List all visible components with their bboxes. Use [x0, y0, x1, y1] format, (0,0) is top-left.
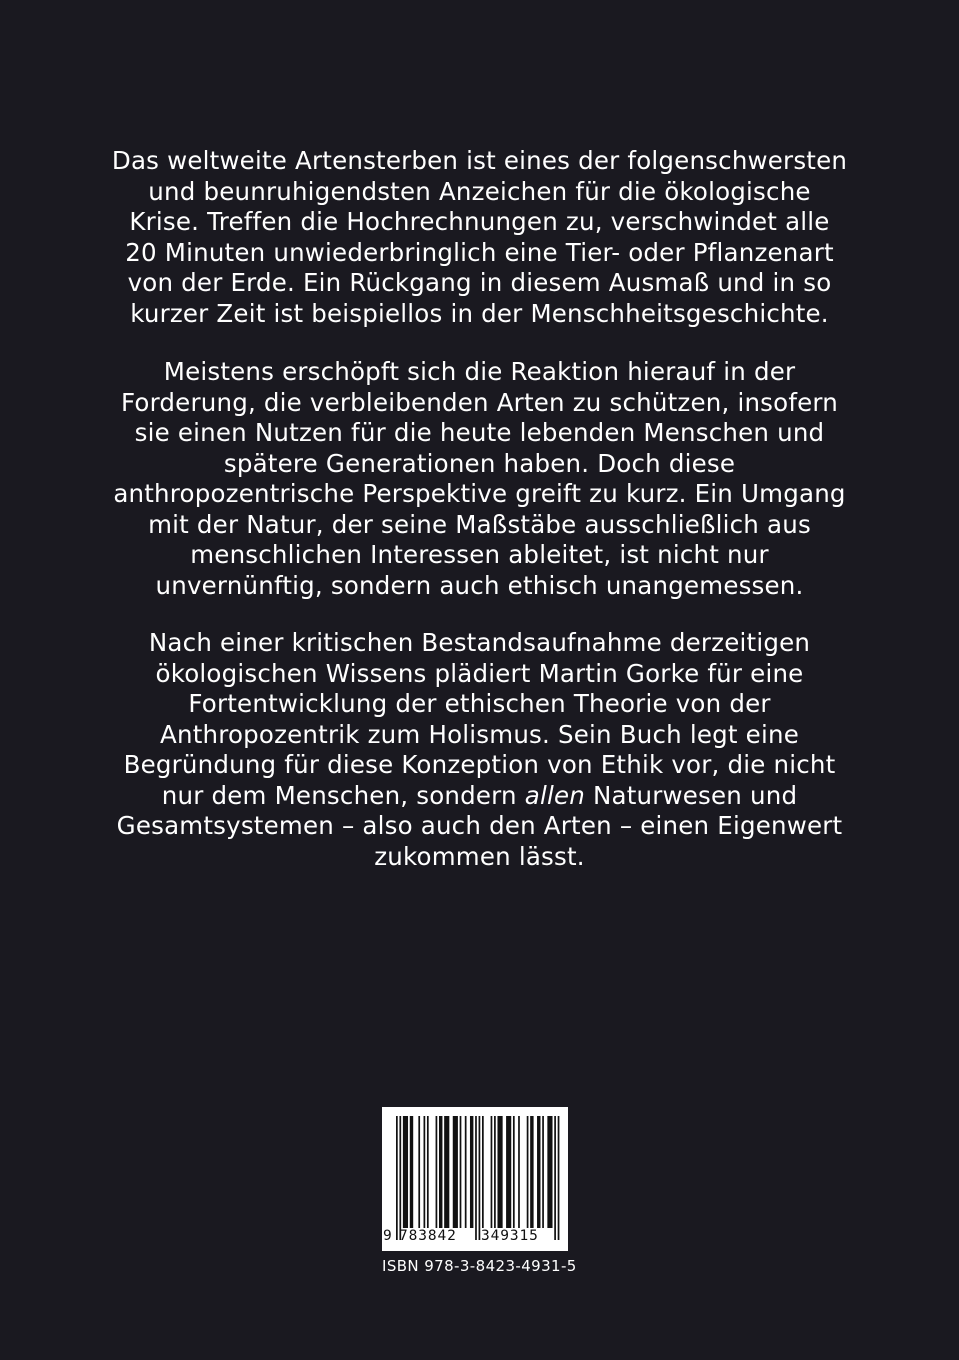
blurb-line: Das weltweite Artensterben ist eines der folgenschwersten — [111, 146, 848, 175]
blurb-line: mit der Natur, der seine Maßstäbe ausschließlich aus — [148, 509, 811, 539]
barcode-digit-first: 9 — [383, 1228, 392, 1244]
barcode-bar — [453, 1116, 458, 1228]
blurb-text: nur dem Menschen, sondern — [161, 780, 525, 810]
barcode-guard-bar — [399, 1116, 401, 1240]
barcode-guard-bar — [475, 1116, 477, 1240]
isbn-label: ISBN 978-3-8423-4931-5 — [382, 1257, 577, 1275]
blurb-line: kurzer Zeit ist beispiellos in der Menschheitsgeschichte. — [130, 298, 829, 328]
barcode-bar — [497, 1116, 502, 1228]
blurb-line: 20 Minuten unwiederbringlich eine Tier- oder Pflanzenart — [125, 237, 834, 267]
blurb-line: Fortentwicklung der ethischen Theorie von der — [188, 689, 771, 718]
blurb-text: Naturwesen und — [584, 780, 798, 810]
blurb-line: und beunruhigendsten Anzeichen für die ökologische — [148, 176, 811, 206]
barcode-bar — [518, 1116, 520, 1228]
barcode-bar — [542, 1116, 544, 1228]
barcode-bar — [424, 1116, 426, 1228]
barcode-bar — [465, 1116, 467, 1228]
blurb-line: ökologischen Wissens plädiert Martin Gorke für eine — [155, 658, 804, 688]
barcode-bar — [513, 1116, 515, 1228]
barcode-guard-bar — [558, 1116, 560, 1240]
barcode-bar — [506, 1116, 511, 1228]
blurb-line: Nach einer kritischen Bestandsaufnahme derzeitigen — [148, 628, 811, 657]
barcode-digit-group-left: 783842 — [399, 1228, 457, 1244]
barcode-bar — [527, 1116, 529, 1228]
blurb-line: Meistens erschöpft sich die Reaktion hierauf in der — [163, 357, 796, 386]
blurb-line: von der Erde. Ein Rückgang in diesem Ausmaß und in so — [127, 268, 832, 297]
barcode-bar — [530, 1116, 533, 1228]
emphasized-word: allen — [524, 780, 585, 810]
blurb-line: Gesamtsystemen – also auch den Arten – einen Eigenwert — [116, 811, 843, 840]
barcode-digits — [382, 1228, 568, 1248]
blurb-line: Anthropozentrik zum Holismus. Sein Buch legt eine — [160, 719, 799, 749]
barcode-bar — [491, 1116, 493, 1228]
blurb-line: spätere Generationen haben. Doch diese — [223, 448, 736, 478]
blurb-line: Forderung, die verbleibenden Arten zu schützen, insofern — [120, 387, 839, 417]
barcode-guard-bar — [479, 1116, 481, 1240]
barcode-guard-bar — [396, 1116, 398, 1240]
barcode-bar — [460, 1116, 462, 1228]
blurb-line: Krise. Treffen die Hochrechnungen zu, verschwindet alle — [129, 207, 830, 236]
blurb-line: menschlichen Interessen ableitet, ist nicht nur — [190, 540, 769, 569]
barcode-bar — [537, 1116, 540, 1228]
barcode-guard-bar — [554, 1116, 556, 1240]
blurb-paragraph-3 — [90, 628, 869, 872]
blurb-paragraph-2 — [90, 357, 869, 601]
barcode-digit-group-right: 349315 — [481, 1228, 539, 1244]
barcode-bar — [444, 1116, 449, 1228]
barcode-bar — [547, 1116, 552, 1228]
blurb-line: Begründung für diese Konzeption von Ethik vor, die nicht — [123, 750, 836, 779]
blurb-line: unvernünftig, sondern auch ethisch unangemessen. — [155, 570, 804, 600]
barcode-bar — [403, 1116, 408, 1228]
barcode-bar — [427, 1116, 429, 1228]
barcode-bar — [494, 1116, 496, 1228]
barcode — [382, 1107, 568, 1251]
barcode-bar — [436, 1116, 438, 1228]
blurb-paragraph-1 — [90, 146, 869, 329]
barcode-bar — [482, 1116, 484, 1228]
barcode-bar — [439, 1116, 442, 1228]
barcode-bar — [410, 1116, 413, 1228]
blurb-line: sie einen Nutzen für die heute lebenden Menschen und — [134, 418, 825, 447]
blurb-line: zukommen lässt. — [374, 841, 585, 871]
barcode-bar — [418, 1116, 420, 1228]
blurb-line: anthropozentrische Perspektive greift zu kurz. Ein Umgang — [113, 479, 846, 508]
blurb-line-with-emphasis — [90, 781, 869, 812]
barcode-bar — [470, 1116, 473, 1228]
